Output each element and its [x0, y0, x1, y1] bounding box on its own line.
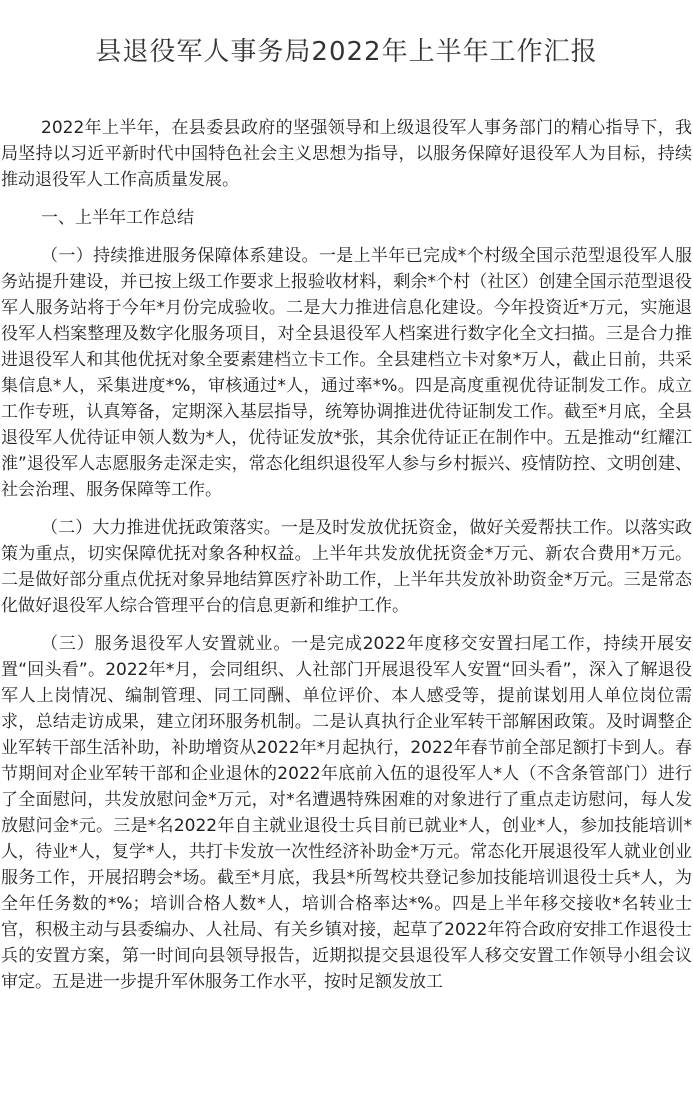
- paragraph-service-system: （一）持续推进服务保障体系建设。一是上半年已完成*个村级全国示范型退役军人服务站提升建设，并已按上级工作要求上报验收材料，剩余*个村（社区）创建全国示范型退役军人服务站将于今年*月份完成验收。二是大力推进信息化建设。今年投资近*万元，实施退役军人档案整理及数字化服务项目，对全县退役军人档案进行数字化全文扫描。三是合力推进退役军人和其他优抚对象全要素建档立卡工作。全县建档立卡对象*万人，截止日前，共采集信息*人，采集进度*%，审核通过*人，通过率*%。四是高度重视优待证制发工作。成立工作专班，认真筹备，定期深入基层指导，统筹协调推进优待证制发工作。截至*月底，全县退役军人优待证申领人数为*人，优待证发放*张，其余优待证正在制作中。五是推动“红耀江淮”退役军人志愿服务走深走实，常态化组织退役军人参与乡村振兴、疫情防控、文明创建、社会治理、服务保障等工作。: [1, 246, 692, 500]
- document-title: 县退役军人事务局2022年上半年工作汇报: [95, 37, 598, 67]
- paragraph-preferential-policy: （二）大力推进优抚政策落实。一是及时发放优抚资金，做好关爱帮扶工作。以落实政策为重点，切实保障优抚对象各种权益。上半年共发放优抚资金*万元、新农合费用*万元。二是做好部分重点优抚对象异地结算医疗补助工作，上半年共发放补助资金*万元。三是常态化做好退役军人综合管理平台的信息更新和维护工作。: [1, 518, 692, 616]
- section-heading: 一、上半年工作总结: [41, 208, 194, 228]
- intro-paragraph: 2022年上半年，在县委县政府的坚强领导和上级退役军人事务部门的精心指导下，我局坚持以习近平新时代中国特色社会主义思想为指导，以服务保障好退役军人为目标，持续推动退役军人工作高质量发展。: [1, 118, 692, 190]
- document-body: [1, 115, 692, 1007]
- paragraph-resettlement-employment: （三）服务退役军人安置就业。一是完成2022年度移交安置扫尾工作，持续开展安置“回头看”。2022年*月，会同组织、人社部门开展退役军人安置“回头看”，深入了解退役军人上岗情况、编制管理、同工同酬、单位评价、本人感受等，提前谋划用人单位岗位需求，总结走访成果，建立闭环服务机制。二是认真执行企业军转干部解困政策。及时调整企业军转干部生活补助，补助增资从2022年*月起执行，2022年春节前全部足额打卡到人。春节期间对企业军转干部和企业退休的2022年底前入伍的退役军人*人（不含条管部门）进行了全面慰问，共发放慰问金*万元，对*名遭遇特殊困难的对象进行了重点走访慰问，每人发放慰问金*元。三是*名2022年自主就业退役士兵目前已就业*人，创业*人，参加技能培训*人，待业*人，复学*人，共打卡发放一次性经济补助金*万元。常态化开展退役军人就业创业服务工作，开展招聘会*场。截至*月底，我县*所驾校共登记参加技能培训退役士兵*人，为全年任务数的*%；培训合格人数*人，培训合格率达*%。四是上半年移交接收*名转业士官，积极主动与县委编办、人社局、有关乡镇对接，起草了2022年符合政府安排工作退役士兵的安置方案，第一时间向县领导报告，近期拟提交县退役军人移交安置工作领导小组会议审定。五是进一步提升军休服务工作水平，按时足额发放工: [1, 634, 692, 992]
